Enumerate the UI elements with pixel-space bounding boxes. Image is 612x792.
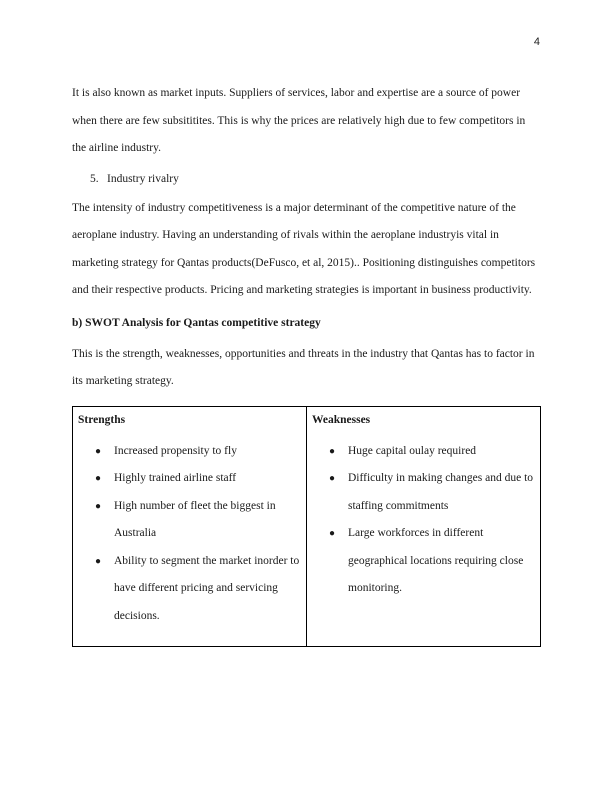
item-number: 5. — [90, 172, 99, 185]
bullet-icon: ● — [329, 528, 336, 539]
table-row — [73, 406, 541, 647]
list-item — [329, 438, 535, 466]
section-heading-swot: b) SWOT Analysis for Qantas competitive strategy — [72, 316, 321, 329]
list-item — [95, 438, 301, 466]
list-item — [95, 493, 301, 548]
bullet-icon: ● — [95, 555, 102, 567]
list-item-text: Large workforces in different geographical locations requiring close monitoring. — [348, 527, 524, 594]
strengths-cell — [73, 406, 307, 647]
list-item — [329, 520, 535, 603]
list-item-text: High number of fleet the biggest in Australia — [114, 499, 276, 539]
list-item-text: Ability to segment the market inorder to have different pricing and servicing decisions. — [114, 554, 300, 622]
bullet-icon: ● — [329, 445, 336, 457]
weaknesses-cell — [307, 406, 541, 647]
list-item-text: Highly trained airline staff — [114, 472, 237, 484]
strengths-list — [78, 438, 301, 631]
paragraph-market-inputs: It is also known as market inputs. Suppliers of services, labor and expertise are a source of power when there are few subsititites. This is why the prices are relatively high due to few competitors in the airline industry. — [72, 87, 526, 154]
item-text: Industry rivalry — [107, 172, 179, 185]
page-number: 4 — [533, 36, 540, 48]
strengths-heading: Strengths — [78, 413, 126, 426]
weaknesses-heading: Weaknesses — [312, 413, 371, 426]
bullet-icon: ● — [95, 473, 102, 484]
bullet-icon: ● — [329, 473, 336, 484]
paragraph-swot-intro: This is the strength, weaknesses, opportunities and threats in the industry that Qantas has to factor in its marketing strategy. — [72, 347, 535, 387]
list-item-text: Difficulty in making changes and due to staffing commitments — [348, 472, 534, 512]
list-item — [95, 465, 301, 493]
bullet-icon: ● — [95, 445, 102, 457]
list-item-text: Increased propensity to fly — [114, 444, 237, 457]
weaknesses-list — [312, 438, 535, 603]
numbered-item-industry-rivalry — [90, 169, 541, 189]
swot-table — [72, 406, 541, 648]
list-item-text: Huge capital oulay required — [348, 444, 477, 457]
list-item — [329, 465, 535, 520]
bullet-icon: ● — [95, 500, 102, 512]
document-body — [72, 80, 541, 647]
paragraph-industry-rivalry: The intensity of industry competitiveness is a major determinant of the competitive nature of the aeroplane industry. Having an understanding of rivals within the aeroplane industryis vital in marketing strategy for Qantas products(DeFusco, et al, 2015).. Positioning distinguishes competitors and their respective products. Pricing and marketing strategies is important in business productivity. — [72, 201, 536, 296]
list-item — [95, 548, 301, 631]
